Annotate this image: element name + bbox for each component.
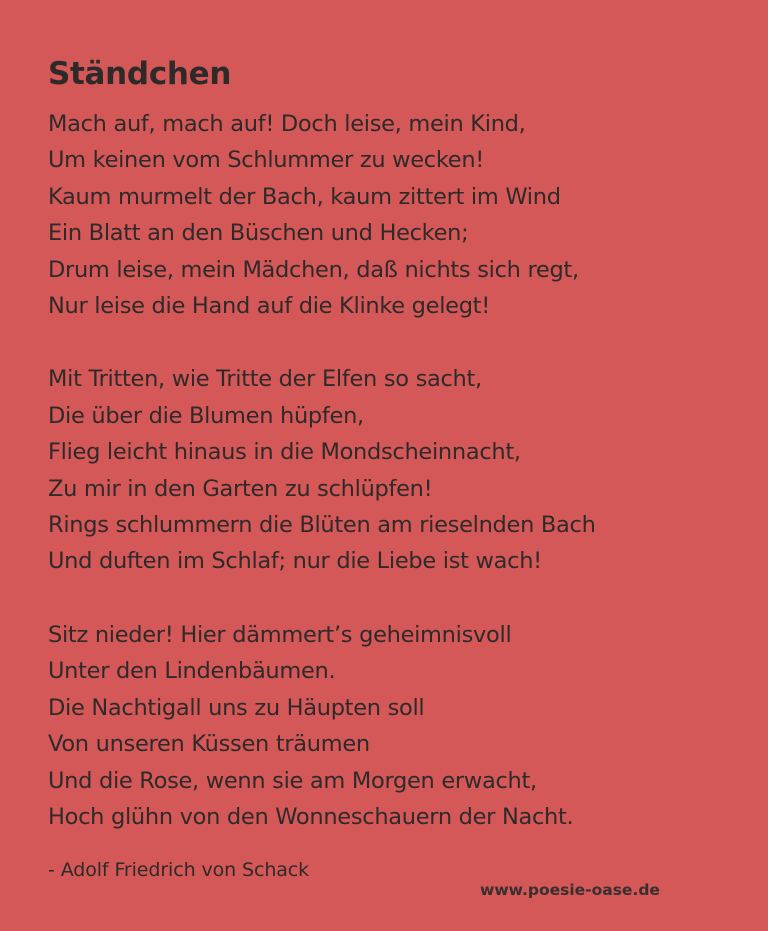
stanza-1 xyxy=(48,106,728,324)
poem-author: - Adolf Friedrich von Schack xyxy=(48,859,310,881)
verse-line: Die über die Blumen hüpfen, xyxy=(48,402,364,429)
verse-line: Von unseren Küssen träumen xyxy=(48,731,370,758)
poem-card xyxy=(48,54,728,835)
verse-line: Und duften im Schlaf; nur die Liebe ist wach! xyxy=(48,548,542,575)
verse-line: Zu mir in den Garten zu schlüpfen! xyxy=(48,475,433,502)
verse-line: Mach auf, mach auf! Doch leise, mein Kind, xyxy=(48,111,526,137)
stanza-2 xyxy=(48,361,728,579)
verse-line: Sitz nieder! Hier dämmert’s geheimnisvoll xyxy=(48,621,512,648)
verse-line: Unter den Lindenbäumen. xyxy=(48,658,336,685)
verse-line: Hoch glühn von den Wonneschauern der Nacht. xyxy=(48,803,574,830)
verse-line: Um keinen vom Schlummer zu wecken! xyxy=(48,147,485,174)
verse-line: Drum leise, mein Mädchen, daß nichts sich regt, xyxy=(48,256,579,283)
verse-line: Ein Blatt an den Büschen und Hecken; xyxy=(48,220,469,247)
stanza-3 xyxy=(48,617,728,835)
website-watermark: www.poesie-oase.de xyxy=(480,881,660,899)
verse-line: Kaum murmelt der Bach, kaum zittert im Wind xyxy=(48,183,561,210)
verse-line: Die Nachtigall uns zu Häupten soll xyxy=(48,694,425,721)
verse-line: Mit Tritten, wie Tritte der Elfen so sacht, xyxy=(48,366,482,393)
verse-line: Flieg leicht hinaus in die Mondscheinnacht, xyxy=(48,439,521,466)
verse-line: Und die Rose, wenn sie am Morgen erwacht, xyxy=(48,767,537,794)
poem-title: Ständchen xyxy=(48,56,232,92)
verse-line: Rings schlummern die Blüten am rieselnden Bach xyxy=(48,512,596,539)
verse-line: Nur leise die Hand auf die Klinke gelegt! xyxy=(48,293,490,320)
